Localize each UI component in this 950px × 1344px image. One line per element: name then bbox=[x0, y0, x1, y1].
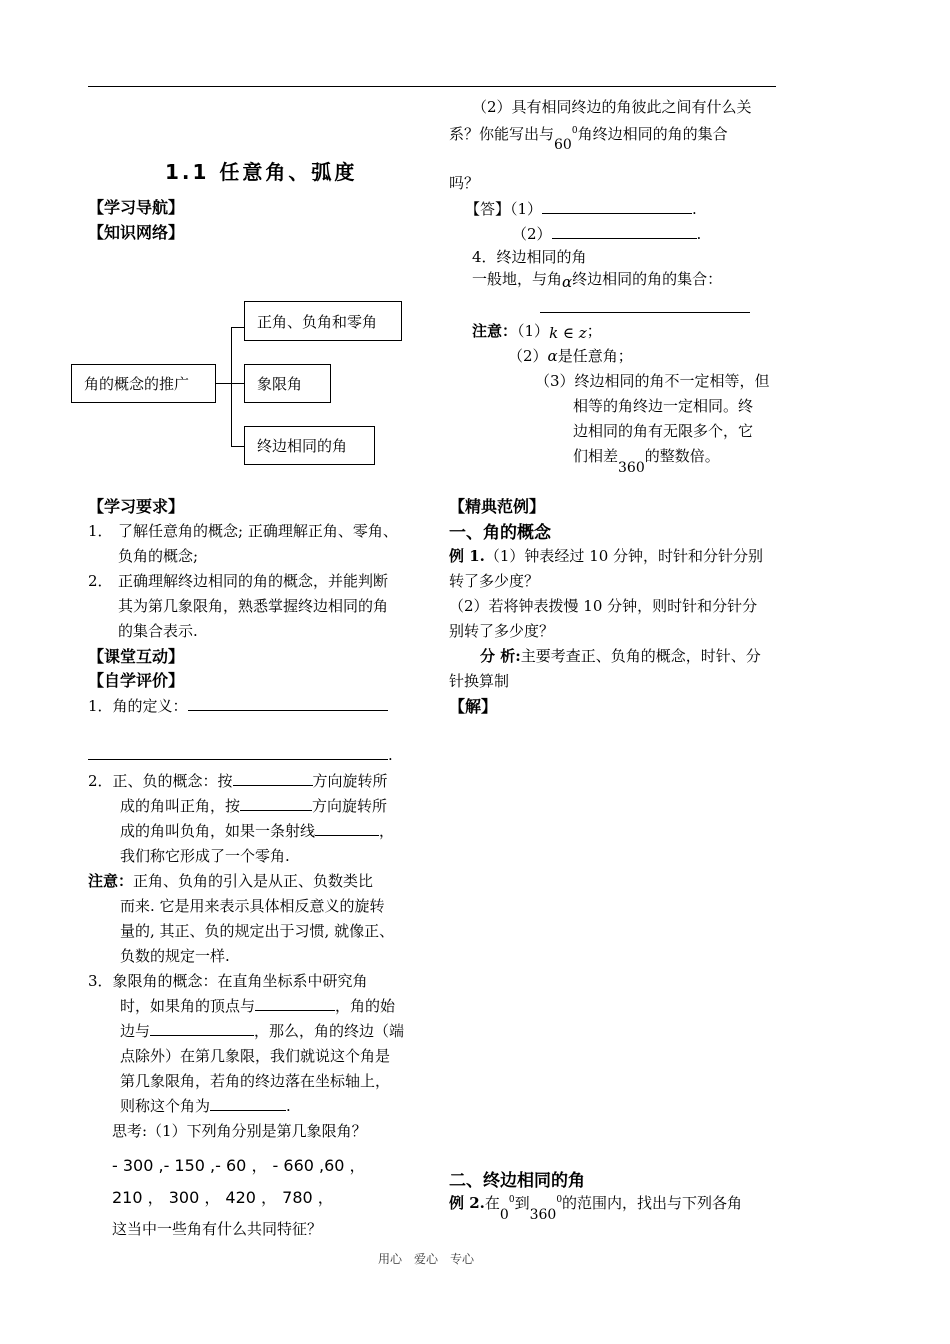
requirement-text: 负角的概念; bbox=[118, 547, 199, 565]
note-text: （2）α是任意角； bbox=[508, 347, 633, 365]
note-text: （3）终边相同的角不一定相等，但 bbox=[535, 372, 770, 390]
question-text: 成的角叫正角，按 方向旋转所 bbox=[120, 797, 388, 815]
fill-blank[interactable] bbox=[233, 771, 313, 786]
diagram-connector bbox=[231, 327, 245, 328]
question-text: （2）具有相同终边的角彼此之间有什么关 bbox=[472, 98, 752, 116]
angle-list: - 300 ,- 150 ,- 60 ， - 660 ,60 ， bbox=[112, 1156, 366, 1175]
note-text: 注意：（1）k ∈ z； bbox=[472, 322, 602, 342]
note-text: 负数的规定一样. bbox=[120, 947, 230, 965]
fill-blank[interactable] bbox=[188, 696, 388, 711]
diagram-branch-box: 终边相同的角 bbox=[244, 426, 375, 465]
fill-blank[interactable] bbox=[150, 1021, 254, 1036]
math-value: 360 bbox=[529, 1207, 557, 1223]
class-heading: 【课堂互动】 bbox=[88, 647, 185, 666]
think-question: 思考:（1）下列角分别是第几象限角？ bbox=[112, 1122, 367, 1140]
solution-label: 【解】 bbox=[449, 697, 498, 716]
diagram-connector bbox=[216, 383, 231, 384]
question-text: 一般地，与角α终边相同的角的集合： bbox=[472, 270, 723, 291]
diagram-branch-box: 象限角 bbox=[244, 364, 331, 403]
page-title: 1.1 任意角、弧度 bbox=[165, 160, 358, 184]
answer-line: （2） . bbox=[512, 225, 702, 243]
requirement-text: 其为第几象限角，熟悉掌握终边相同的角 bbox=[118, 597, 389, 615]
note-text: 们相差360的整数倍。 bbox=[573, 447, 720, 476]
self-eval-heading: 【自学评价】 bbox=[88, 671, 185, 690]
question-text: 则称这个角为 . bbox=[120, 1097, 291, 1115]
question-text: 3．象限角的概念：在直角坐标系中研究角 bbox=[88, 972, 368, 990]
question-text: 时，如果角的顶点与 ，角的始 bbox=[120, 997, 396, 1015]
note-text: 边相同的角有无限多个，它 bbox=[573, 422, 754, 440]
page-footer: 用心 爱心 专心 bbox=[378, 1252, 475, 1266]
section-heading: 二、终边相同的角 bbox=[449, 1171, 585, 1191]
question-text: 吗？ bbox=[449, 174, 480, 192]
analysis-text: 针换算制 bbox=[449, 672, 510, 690]
fill-blank[interactable] bbox=[542, 199, 692, 214]
section-heading: 一、角的概念 bbox=[449, 523, 551, 543]
requirement-text: 正确理解终边相同的角的概念，并能判断 bbox=[118, 572, 389, 590]
question-text: 边与 ，那么，角的终边（端 bbox=[120, 1022, 405, 1040]
example-text: 例 2.在$0^0$到$360^0$的范围内，找出与下列各角 bbox=[449, 1194, 743, 1223]
fill-blank[interactable] bbox=[315, 821, 379, 836]
question-text: 2．正、负的概念：按 方向旋转所 bbox=[88, 772, 388, 790]
note-text: 而来. 它是用来表示具体相反意义的旋转 bbox=[120, 897, 385, 915]
math-value: 360 bbox=[618, 460, 645, 476]
example-text: （2）若将钟表拨慢 10 分钟，则时针和分针分 bbox=[449, 597, 758, 615]
diagram-connector bbox=[231, 446, 245, 447]
note-text: 注意：正角、负角的引入是从正、负数类比 bbox=[88, 872, 374, 890]
fill-blank[interactable] bbox=[552, 224, 697, 239]
question-text: 成的角叫负角，如果一条射线 ， bbox=[120, 822, 395, 840]
fill-blank[interactable] bbox=[240, 796, 312, 811]
analysis-text: 分 析:主要考查正、负角的概念，时针、分 bbox=[480, 647, 761, 665]
header-rule bbox=[88, 86, 776, 87]
list-number: 1． bbox=[88, 522, 113, 540]
example-text: 别转了多少度？ bbox=[449, 622, 555, 640]
note-text: 量的, 其正、负的规定出于习惯, 就像正、 bbox=[120, 922, 395, 940]
list-number: 2． bbox=[88, 572, 113, 590]
math-value: 0 bbox=[499, 1207, 509, 1223]
fill-blank[interactable] bbox=[540, 312, 750, 313]
question-text: . bbox=[88, 745, 393, 764]
diagram-trunk bbox=[231, 327, 232, 447]
question-text: 点除外）在第几象限，我们就说这个角是 bbox=[120, 1047, 391, 1065]
question-text: 第几象限角，若角的终边落在坐标轴上， bbox=[120, 1072, 391, 1090]
question-text: 系？你能写出与$60^0$角终边相同的角的集合 bbox=[449, 125, 728, 153]
question-text: 1．角的定义： bbox=[88, 695, 388, 716]
requirements-heading: 【学习要求】 bbox=[88, 497, 185, 516]
nav-heading: 【学习导航】 bbox=[88, 198, 185, 217]
answer-line: 【答】（1） . bbox=[465, 200, 697, 218]
diagram-connector bbox=[231, 383, 245, 384]
example-text: 例 1.（1）钟表经过 10 分钟，时针和分针分别 bbox=[449, 547, 764, 565]
diagram-root-box: 角的概念的推广 bbox=[71, 364, 216, 403]
fill-blank[interactable] bbox=[88, 745, 388, 760]
requirement-text: 的集合表示. bbox=[118, 622, 198, 640]
section-item: 4．终边相同的角 bbox=[472, 248, 587, 266]
example-text: 转了多少度？ bbox=[449, 572, 540, 590]
note-text: 相等的角终边一定相同。终 bbox=[573, 397, 754, 415]
question-text: 我们称它形成了一个零角. bbox=[120, 847, 290, 865]
fill-blank[interactable] bbox=[255, 996, 335, 1011]
fill-blank[interactable] bbox=[210, 1096, 286, 1111]
network-heading: 【知识网络】 bbox=[88, 223, 185, 242]
examples-heading: 【精典范例】 bbox=[449, 497, 546, 516]
diagram-branch-box: 正角、负角和零角 bbox=[244, 301, 402, 341]
angle-list: 210 ， 300 ， 420 ， 780 ， bbox=[112, 1188, 334, 1207]
math-value: 60 bbox=[554, 137, 572, 153]
think-question: 这当中一些角有什么共同特征？ bbox=[112, 1220, 323, 1238]
requirement-text: 了解任意角的概念; 正确理解正角、零角、 bbox=[118, 522, 398, 540]
